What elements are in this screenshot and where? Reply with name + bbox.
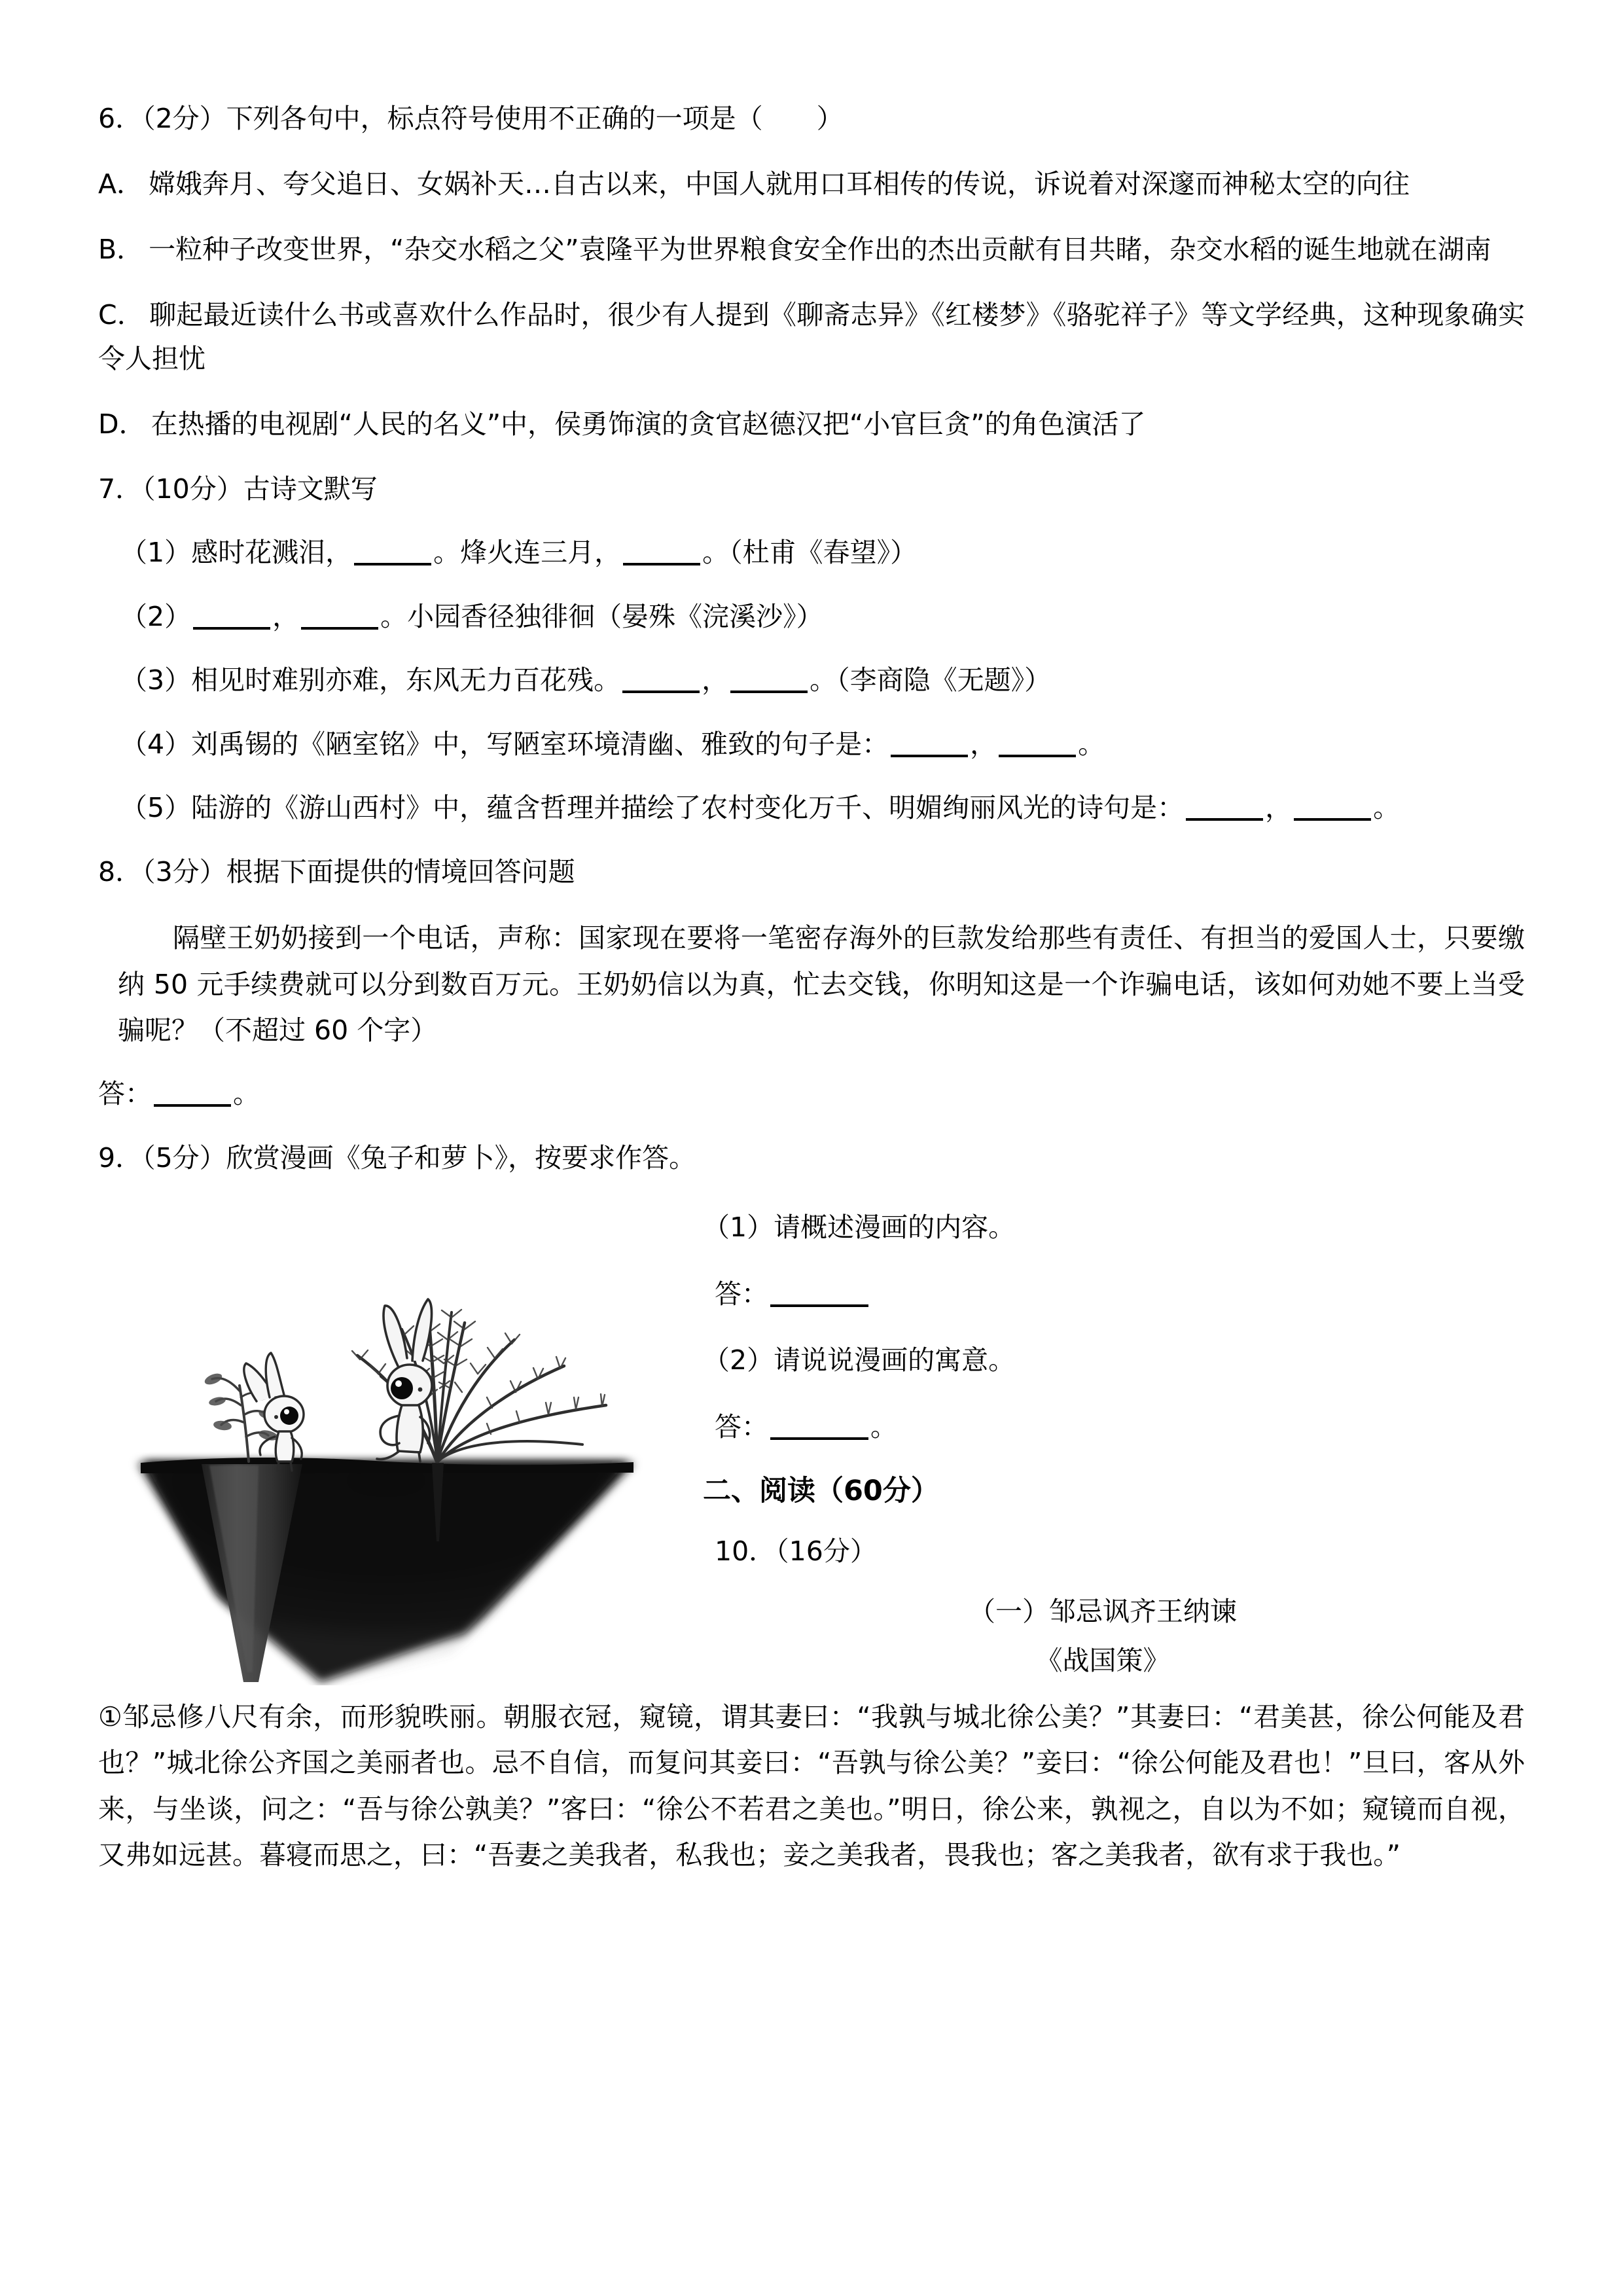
answer-blank[interactable] bbox=[770, 1304, 868, 1307]
fill-blank[interactable] bbox=[354, 563, 431, 565]
question-7-item-3 bbox=[98, 660, 1525, 702]
section-two-title: 二、阅读（60分） bbox=[703, 1475, 939, 1508]
item-3-number: （3） bbox=[120, 664, 192, 696]
option-a-label: A． bbox=[98, 168, 144, 200]
question-7-stem: 7．（10分）古诗文默写 bbox=[98, 473, 378, 505]
item-1-mid: 。烽火连三月， bbox=[433, 537, 622, 569]
question-9-sub-2-answer bbox=[681, 1407, 1525, 1448]
question-7-item-5 bbox=[98, 787, 1525, 829]
question-6-option-a bbox=[98, 162, 1525, 206]
fill-blank[interactable] bbox=[301, 627, 378, 630]
question-9-sub-1-answer bbox=[681, 1274, 1525, 1315]
option-c-label: C． bbox=[98, 299, 145, 331]
option-d-label: D． bbox=[98, 408, 146, 440]
item-5-mid: ， bbox=[1265, 792, 1293, 824]
question-9-sub-2 bbox=[681, 1340, 1525, 1381]
question-9-right-column bbox=[661, 1201, 1525, 1694]
passage-body: ①邹忌修八尺有余，而形貌昳丽。朝服衣冠，窥镜，谓其妻曰：“我孰与城北徐公美？”其妻曰：“君美甚，徐公何能及君也？”城北徐公齐国之美丽者也。忌不自信，而复问其妾曰：“吾孰与徐公美？”妾曰：“徐公何能及君也！”旦曰，客从外来，与坐谈，问之：“吾与徐公孰美？”客曰：“徐公不若君之美也。”明日，徐公来，孰视之，自以为不如；窥镜而自视，又弗如远甚。暮寝而思之，曰：“吾妻之美我者，私我也；妾之美我者，畏我也；客之美我者，欲有求于我也。” bbox=[98, 1700, 1525, 1871]
answer-prefix: 答： bbox=[715, 1410, 768, 1443]
answer-suffix: 。 bbox=[870, 1410, 897, 1443]
passage-source: 《战国策》 bbox=[1035, 1644, 1170, 1676]
question-6-stem: 6．（2分）下列各句中，标点符号使用不正确的一项是（ ） bbox=[98, 103, 844, 134]
question-10-stem: 10．（16分） bbox=[715, 1535, 877, 1568]
fill-blank[interactable] bbox=[622, 691, 700, 693]
question-9-sub-1 bbox=[681, 1208, 1525, 1248]
item-5-pre: 陆游的《游山西村》中，蕴含哲理并描绘了农村变化万千、明媚绚丽风光的诗句是： bbox=[191, 792, 1185, 824]
item-4-post: 。 bbox=[1078, 728, 1105, 760]
passage-title: （一）邹忌讽齐王纳谏 bbox=[969, 1595, 1237, 1627]
option-d-text: 在热播的电视剧“人民的名义”中，侯勇饰演的贪官赵德汉把“小官巨贪”的角色演活了 bbox=[151, 408, 1146, 440]
sub-2-text: 请说说漫画的寓意。 bbox=[774, 1344, 1016, 1376]
item-2-mid: ， bbox=[272, 600, 300, 632]
fill-blank[interactable] bbox=[1294, 818, 1371, 821]
answer-prefix: 答： bbox=[715, 1278, 768, 1310]
option-c-text: 聊起最近读什么书或喜欢什么作品时，很少有人提到《聊斋志异》《红楼梦》《骆驼祥子》等文学经典，这种现象确实令人担忧 bbox=[98, 299, 1525, 374]
question-6-option-d bbox=[98, 403, 1525, 446]
question-6-option-c bbox=[98, 293, 1525, 380]
comic-wrapper bbox=[98, 1201, 661, 1685]
question-6-option-b bbox=[98, 228, 1525, 271]
fill-blank[interactable] bbox=[623, 563, 700, 565]
question-8-scenario: 隔壁王奶奶接到一个电话，声称：国家现在要将一笔密存海外的巨款发给那些有责任、有担当的爱国人士，只要缴纳 50 元手续费就可以分到数百万元。王奶奶信以为真，忙去交钱，你明知这是一个诈骗电话，该如何劝她不要上当受骗呢？（不超过 60 个字） bbox=[118, 922, 1525, 1047]
item-3-post: 。（李商隐《无题》） bbox=[810, 664, 1052, 696]
item-1-number: （1） bbox=[120, 537, 192, 569]
item-1-pre: 感时花溅泪， bbox=[191, 537, 353, 569]
question-7-item-4 bbox=[98, 724, 1525, 766]
question-8-answer-line bbox=[98, 1073, 1525, 1115]
fill-blank[interactable] bbox=[730, 691, 808, 693]
item-4-mid: ， bbox=[970, 728, 997, 760]
item-3-pre: 相见时难别亦难，东风无力百花残。 bbox=[191, 664, 621, 696]
item-5-post: 。 bbox=[1373, 792, 1400, 824]
sub-1-number: （1） bbox=[703, 1211, 774, 1244]
option-b-text: 一粒种子改变世界，“杂交水稻之父”袁隆平为世界粮食安全作出的杰出贡献有目共睹，杂交水稻的诞生地就在湖南 bbox=[149, 233, 1491, 265]
item-2-number: （2） bbox=[120, 600, 192, 632]
answer-prefix: 答： bbox=[98, 1077, 152, 1109]
sub-2-number: （2） bbox=[703, 1344, 774, 1376]
question-7-item-1 bbox=[98, 532, 1525, 574]
item-5-number: （5） bbox=[120, 792, 192, 824]
answer-blank[interactable] bbox=[770, 1437, 868, 1440]
question-9-body bbox=[98, 1201, 1525, 1694]
item-4-number: （4） bbox=[120, 728, 192, 760]
answer-blank[interactable] bbox=[154, 1104, 231, 1107]
answer-suffix: 。 bbox=[233, 1077, 260, 1109]
fill-blank[interactable] bbox=[891, 755, 968, 757]
sub-1-text: 请概述漫画的内容。 bbox=[774, 1211, 1016, 1244]
fill-blank[interactable] bbox=[1186, 818, 1263, 821]
question-7-item-2 bbox=[98, 596, 1525, 638]
option-a-text: 嫦娥奔月、夸父追日、女娲补天…自古以来，中国人就用口耳相传的传说，诉说着对深邃而神秘太空的向往 bbox=[149, 168, 1410, 200]
item-1-post: 。（杜甫《春望》） bbox=[702, 537, 918, 569]
fill-blank[interactable] bbox=[999, 755, 1076, 757]
item-4-pre: 刘禹锡的《陋室铭》中，写陋室环境清幽、雅致的句子是： bbox=[191, 728, 889, 760]
item-2-post: 。小园香径独徘徊（晏殊《浣溪沙》） bbox=[380, 600, 823, 632]
question-8-stem: 8．（3分）根据下面提供的情境回答问题 bbox=[98, 855, 575, 888]
comic-illustration-rabbits-and-carrots bbox=[124, 1201, 648, 1685]
option-b-label: B． bbox=[98, 233, 144, 265]
fill-blank[interactable] bbox=[193, 627, 270, 630]
item-3-mid: ， bbox=[702, 664, 729, 696]
question-9-stem: 9．（5分）欣赏漫画《兔子和萝卜》，按要求作答。 bbox=[98, 1141, 696, 1174]
